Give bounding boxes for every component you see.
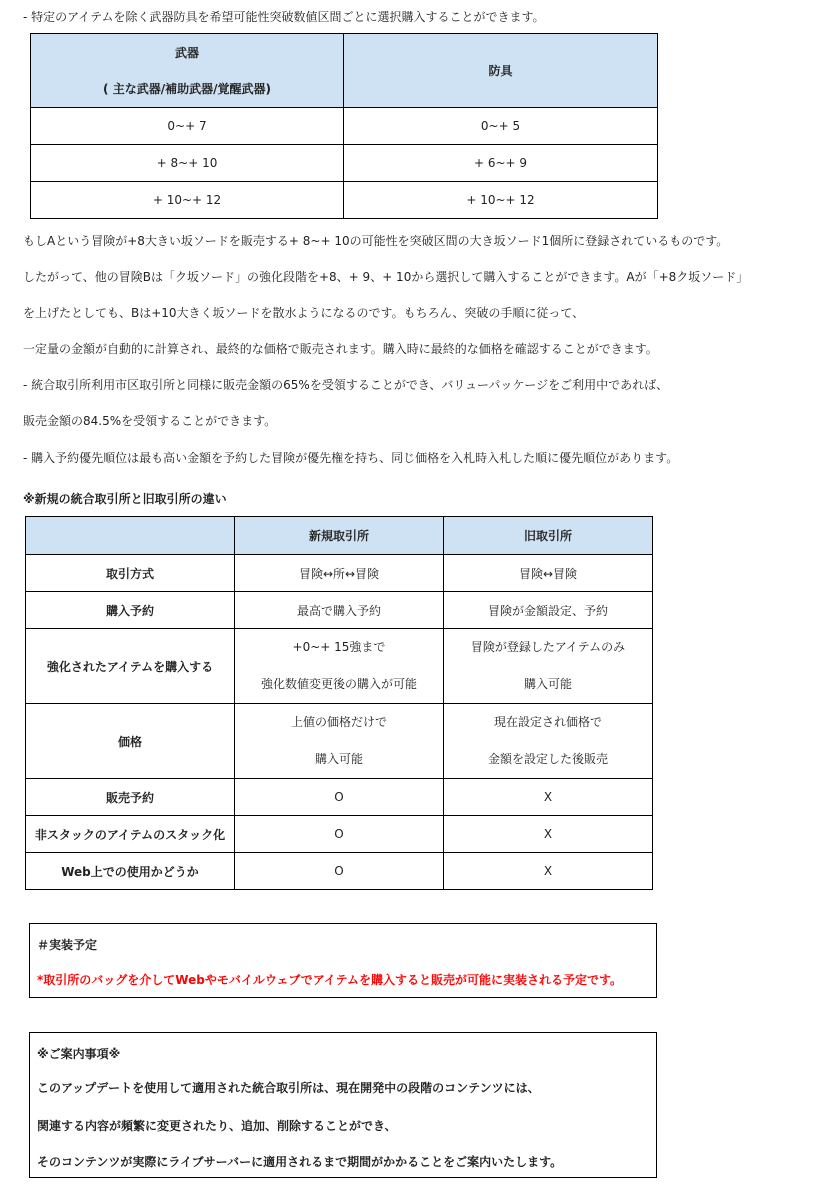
comparison-heading: ※新規の統合取引所と旧取引所の違い	[23, 492, 227, 506]
armor-range: + 6~+ 9	[344, 145, 658, 182]
table-row	[26, 779, 653, 816]
paragraph: を上げたとしても、Bは+10大きく坂ソードを散水ようになるのです。もちろん、突破の手順に従って、	[23, 306, 585, 320]
empty-header	[26, 517, 235, 555]
armor-header: 防具	[344, 34, 658, 108]
new-value-line: 上値の価格だけで	[290, 715, 387, 729]
weapon-header-title: 武器	[174, 45, 199, 60]
paragraph: 一定量の金額が自動的に計算され、最終的な価格で販売されます。購入時に最終的な価格を確認することができます。	[23, 342, 658, 356]
paragraph: したがって、他の冒険Bは「ク坂ソード」の強化段階を+8、+ 9、+ 10から選択して購入することができます。Aが「+8ク坂ソード」	[23, 270, 749, 284]
row-label: Web上での使用かどうか	[26, 853, 235, 890]
old-exchange-header: 旧取引所	[444, 517, 653, 555]
paragraph: - 統合取引所利用市区取引所と同様に販売金額の65%を受領することができ、バリューパッケージをご利用中であれば、	[23, 378, 669, 392]
table-row	[26, 555, 653, 592]
old-value: 冒険が金額設定、予約	[444, 592, 653, 629]
weapon-header-subtitle: ( 主な武器/補助武器/覚醒武器)	[103, 81, 271, 96]
table-row	[26, 853, 653, 890]
new-value	[235, 704, 444, 779]
table-row	[26, 592, 653, 629]
upgrade-range-table	[30, 33, 658, 219]
guidance-notice-box	[29, 1032, 657, 1178]
intro-text: - 特定のアイテムを除く武器防具を希望可能性突破数値区間ごとに選択購入することができます。	[23, 10, 545, 24]
old-value: X	[444, 853, 653, 890]
new-value-line: +0~+ 15強まで	[292, 640, 386, 654]
row-label: 価格	[26, 704, 235, 779]
weapon-range: + 8~+ 10	[31, 145, 344, 182]
comparison-table	[25, 516, 653, 890]
row-label: 購入予約	[26, 592, 235, 629]
new-value-line: 強化数値変更後の購入が可能	[260, 677, 417, 691]
table-row	[26, 816, 653, 853]
new-value: O	[235, 779, 444, 816]
new-exchange-header: 新規取引所	[235, 517, 444, 555]
old-value: X	[444, 816, 653, 853]
guidance-notice-title: ※ご案内事項※	[37, 1047, 121, 1061]
new-value	[235, 629, 444, 704]
old-value-line: 現在設定され価格で	[493, 715, 602, 729]
weapon-range: + 10~+ 12	[31, 182, 344, 219]
row-label: 非スタックのアイテムのスタック化	[26, 816, 235, 853]
armor-range: 0~+ 5	[344, 108, 658, 145]
row-label: 取引方式	[26, 555, 235, 592]
paragraph: 販売金額の84.5%を受領することができます。	[23, 414, 277, 428]
new-value-line: 購入可能	[314, 752, 363, 766]
armor-range: + 10~+ 12	[344, 182, 658, 219]
new-value: O	[235, 853, 444, 890]
row-label: 強化されたアイテムを購入する	[26, 629, 235, 704]
implementation-notice-box	[29, 923, 657, 998]
weapon-range: 0~+ 7	[31, 108, 344, 145]
new-value: O	[235, 816, 444, 853]
implementation-notice-title: ＃実装予定	[37, 938, 98, 952]
guidance-notice-line: 関連する内容が頻繁に変更されたり、追加、削除することができ、	[37, 1119, 397, 1133]
old-value-line: 購入可能	[523, 677, 572, 691]
table-row	[31, 108, 658, 145]
old-value-line: 冒険が登録したアイテムのみ	[470, 640, 626, 654]
old-value	[444, 629, 653, 704]
row-label: 販売予約	[26, 779, 235, 816]
table-row	[26, 704, 653, 779]
old-value: 冒険↔冒険	[444, 555, 653, 592]
table-row	[31, 182, 658, 219]
guidance-notice-line: そのコンテンツが実際にライブサーバーに適用されるまで期間がかかることをご案内いたします。	[37, 1155, 563, 1169]
paragraph: - 購入予約優先順位は最も高い金額を予約した冒険が優先権を持ち、同じ価格を入札時入札した順に優先順位があります。	[23, 451, 679, 465]
new-value: 冒険↔所↔冒険	[235, 555, 444, 592]
table-row	[26, 629, 653, 704]
old-value-line: 金額を設定した後販売	[487, 752, 608, 766]
table-row	[31, 145, 658, 182]
old-value: X	[444, 779, 653, 816]
paragraph: もしAという冒険が+8大きい坂ソードを販売する+ 8~+ 10の可能性を突破区間の大き坂ソード1個所に登録されているものです。	[23, 234, 729, 248]
implementation-notice-body: *取引所のバッグを介してWebやモバイルウェブでアイテムを購入すると販売が可能に実装される予定です。	[37, 973, 623, 987]
new-value: 最高で購入予約	[235, 592, 444, 629]
old-value	[444, 704, 653, 779]
weapon-header	[31, 34, 344, 108]
guidance-notice-line: このアップデートを使用して適用された統合取引所は、現在開発中の段階のコンテンツには、	[37, 1081, 540, 1095]
